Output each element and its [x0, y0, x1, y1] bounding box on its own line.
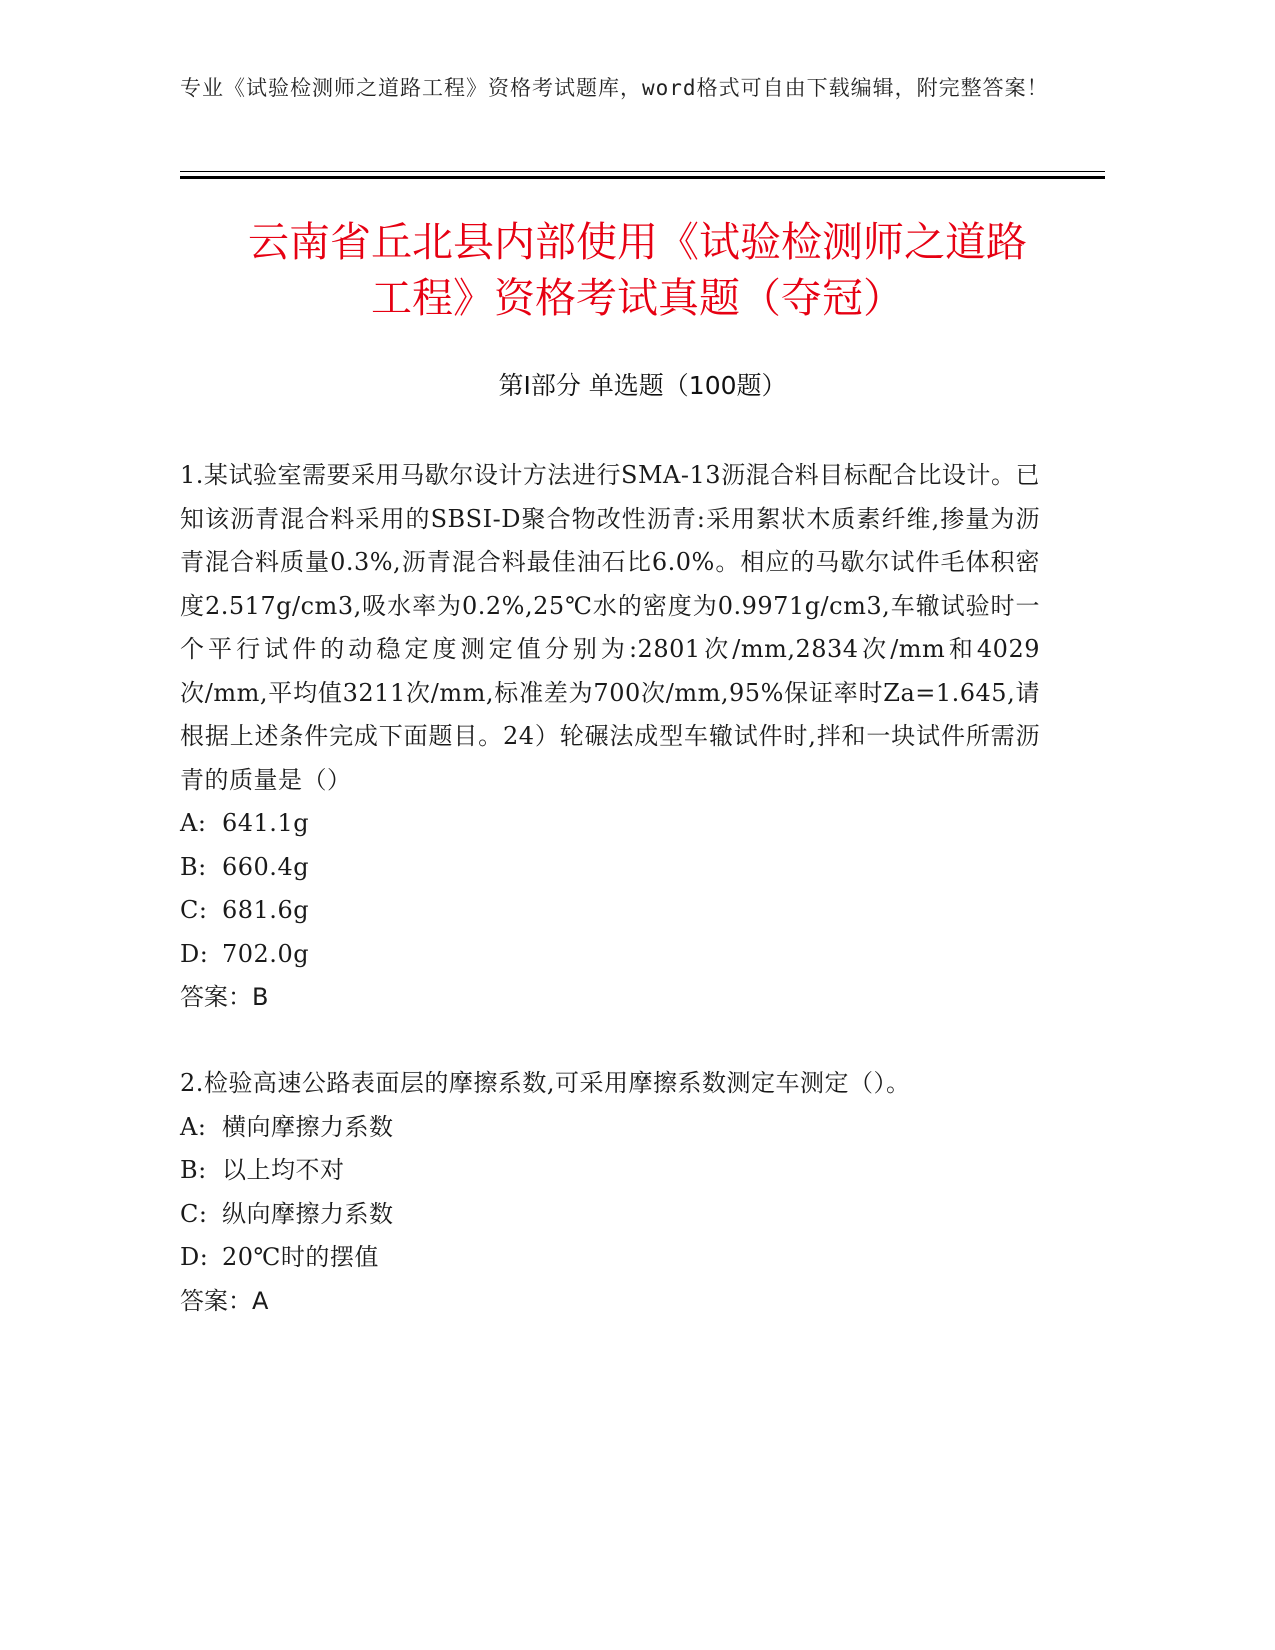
option-text: 纵向摩擦力系数: [222, 1199, 394, 1228]
option-text: 以上均不对: [222, 1156, 345, 1184]
option-label: A:: [180, 809, 207, 837]
option-label: C:: [180, 896, 208, 924]
answer: 答案：B: [180, 983, 269, 1011]
option-label: B:: [180, 1156, 207, 1184]
main-title-line2: 工程》资格考试真题（夺冠）: [371, 274, 904, 322]
option-d: [180, 933, 1040, 977]
main-title: [150, 214, 1125, 326]
option-label: D:: [180, 1243, 209, 1271]
option-c: [180, 1193, 1040, 1237]
option-text: 702.0g: [222, 939, 310, 968]
question-text: 2.检验高速公路表面层的摩擦系数,可采用摩擦系数测定车测定（）。: [180, 1069, 911, 1097]
header-divider-thin: [180, 171, 1105, 172]
option-c: [180, 889, 1040, 933]
option-label: D:: [180, 939, 209, 968]
main-title-line1: 云南省丘北县内部使用《试验检测师之道路: [248, 218, 1027, 266]
option-text: 20℃时的摆值: [222, 1243, 379, 1271]
option-a: [180, 1106, 1040, 1150]
section-title: 第Ⅰ部分 单选题（100题）: [498, 371, 787, 400]
header-note: 专业《试验检测师之道路工程》资格考试题库，word格式可自由下载编辑，附完整答案！: [180, 76, 1049, 100]
option-label: A:: [180, 1112, 207, 1141]
option-text: 681.6g: [222, 896, 310, 924]
option-d: [180, 1236, 1040, 1280]
option-b: [180, 846, 1040, 890]
header-divider-thick: [180, 176, 1105, 179]
option-b: [180, 1149, 1040, 1193]
option-text: 641.1g: [222, 809, 310, 837]
option-a: [180, 802, 1040, 846]
option-text: 横向摩擦力系数: [222, 1112, 394, 1141]
option-label: B:: [180, 852, 207, 881]
question-text: 1.某试验室需要采用马歇尔设计方法进行SMA-13沥混合料目标配合比设计。已知该沥青混合料采用的SBSI-D聚合物改性沥青:采用絮状木质素纤维,掺量为沥青混合料质量0.3%,沥青混合料最佳油石比6.0%。相应的马歇尔试件毛体积密度2.517g/cm3,吸水率为0.2%,25℃水的密度为0.9971g/cm3,车辙试验时一个平行试件的动稳定度测定值分别为:2801次/mm,2834次/mm和4029次/mm,平均值3211次/mm,标准差为700次/mm,95%保证率时Za=1.645,请根据上述条件完成下面题目。24）轮碾法成型车辙试件时,拌和一块试件所需沥青的质量是（）: [180, 461, 1040, 794]
option-text: 660.4g: [222, 852, 310, 881]
question-1: [180, 454, 1040, 1020]
option-label: C:: [180, 1199, 208, 1228]
question-2: [180, 1062, 1040, 1323]
answer: 答案：A: [180, 1286, 269, 1315]
